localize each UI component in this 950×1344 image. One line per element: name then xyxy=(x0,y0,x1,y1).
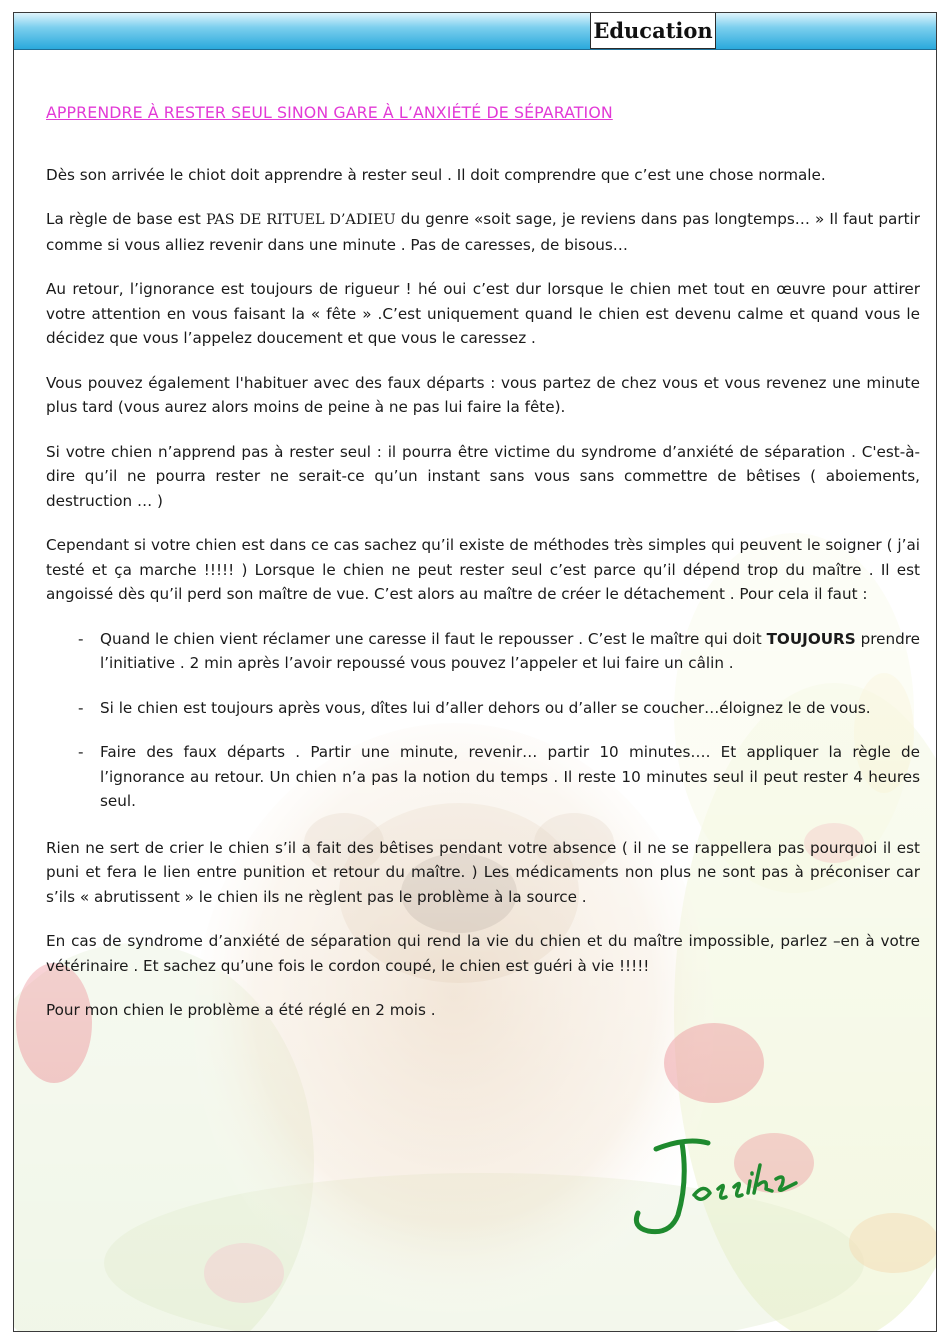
list-item-text: Si le chien est toujours après vous, dîtes lui d’aller dehors ou d’aller se coucher…éloignez le de vous. xyxy=(100,698,871,717)
list-item xyxy=(46,627,920,676)
signature-jessika xyxy=(626,1131,826,1241)
paragraph-basic-rule xyxy=(46,207,920,257)
list-item-emphasis: TOUJOURS xyxy=(766,629,856,648)
list-item xyxy=(46,740,920,814)
no-goodbye-ritual-emphasis: PAS DE RITUEL D’ADIEU xyxy=(205,212,396,228)
paragraph-result: Pour mon chien le problème a été réglé en 2 mois . xyxy=(46,1001,436,1019)
paragraph-vet: En cas de syndrome d’anxiété de séparation qui rend la vie du chien et du maître impossible, parlez –en à votre vétérinaire . Et sachez qu’une fois le cordon coupé, le chien est guéri à vie !!!!! xyxy=(46,932,920,975)
paragraph-false-departures: Vous pouvez également l'habituer avec des faux départs : vous partez de chez vous et vous revenez une minute plus tard (vous aurez alors moins de peine à ne pas lui faire la fête). xyxy=(46,373,920,416)
header-band xyxy=(14,13,937,50)
section-tab: Education xyxy=(590,13,716,49)
list-item xyxy=(46,696,920,721)
list-dash: - xyxy=(78,698,84,717)
article xyxy=(46,101,920,1043)
advice-list xyxy=(46,627,920,814)
paragraph-return: Au retour, l’ignorance est toujours de rigueur ! hé oui c’est dur lorsque le chien met tout en œuvre pour attirer votre attention en vous faisant la « fête » .C’est uniquement quand le chien est devenu calme et quand vous le décidez que vous l’appelez doucement et que vous le caressez . xyxy=(46,280,920,347)
list-dash: - xyxy=(78,629,84,648)
page xyxy=(13,12,937,1332)
paragraph-no-punishment: Rien ne sert de crier le chien s’il a fait des bêtises pendant votre absence ( il ne se rappellera pas pourquoi il est puni et fera le lien entre punition et retour du maître. ) Les médicaments non plus ne sont pas à préconiser car s’ils « abrutissent » le chien ils ne règlent pas le problème à la source . xyxy=(46,838,920,906)
paragraph-arrival: Dès son arrivée le chiot doit apprendre à rester seul . Il doit comprendre que c’est une chose normale. xyxy=(46,165,826,184)
list-item-tail: prendre l’initiative . 2 min après l’avoir repoussé vous pouvez l’appeler et lui faire un câlin . xyxy=(100,629,920,672)
paragraph-syndrome: Si votre chien n’apprend pas à rester seul : il pourra être victime du syndrome d’anxiété de séparation . C'est-à-dire qu’il ne pourra rester ne serait-ce qu’un instant sans vous sans commettre de bêtises ( aboiements, destruction … ) xyxy=(46,442,920,510)
list-dash: - xyxy=(78,743,84,761)
article-title: APPRENDRE À RESTER SEUL SINON GARE À L’ANXIÉTÉ DE SÉPARATION xyxy=(46,103,613,122)
list-item-text: Faire des faux départs . Partir une minute, revenir… partir 10 minutes…. Et appliquer la règle de l’ignorance au retour. Un chien n’a pas la notion du temps . Il reste 10 minutes seul il peut rester 4 heures seul. xyxy=(100,743,920,810)
paragraph-basic-rule-tail: du genre «soit sage, je reviens dans pas longtemps… » Il faut partir comme si vous alliez revenir dans une minute . Pas de caresses, de bisous… xyxy=(46,210,921,254)
paragraph-basic-rule-lead: La règle de base est xyxy=(46,210,206,228)
paragraph-methods: Cependant si votre chien est dans ce cas sachez qu’il existe de méthodes très simples qui peuvent le soigner ( j’ai testé et ça marche !!!!! ) Lorsque le chien ne peut rester seul c’est parce qu’il dépend trop du maître . Il est angoissé dès qu’il perd son maître de vue. C’est alors au maître de créer le détachement . Pour cela il faut : xyxy=(46,536,920,603)
list-item-lead: Quand le chien vient réclamer une caresse il faut le repousser . C’est le maître qui doit xyxy=(100,629,767,648)
